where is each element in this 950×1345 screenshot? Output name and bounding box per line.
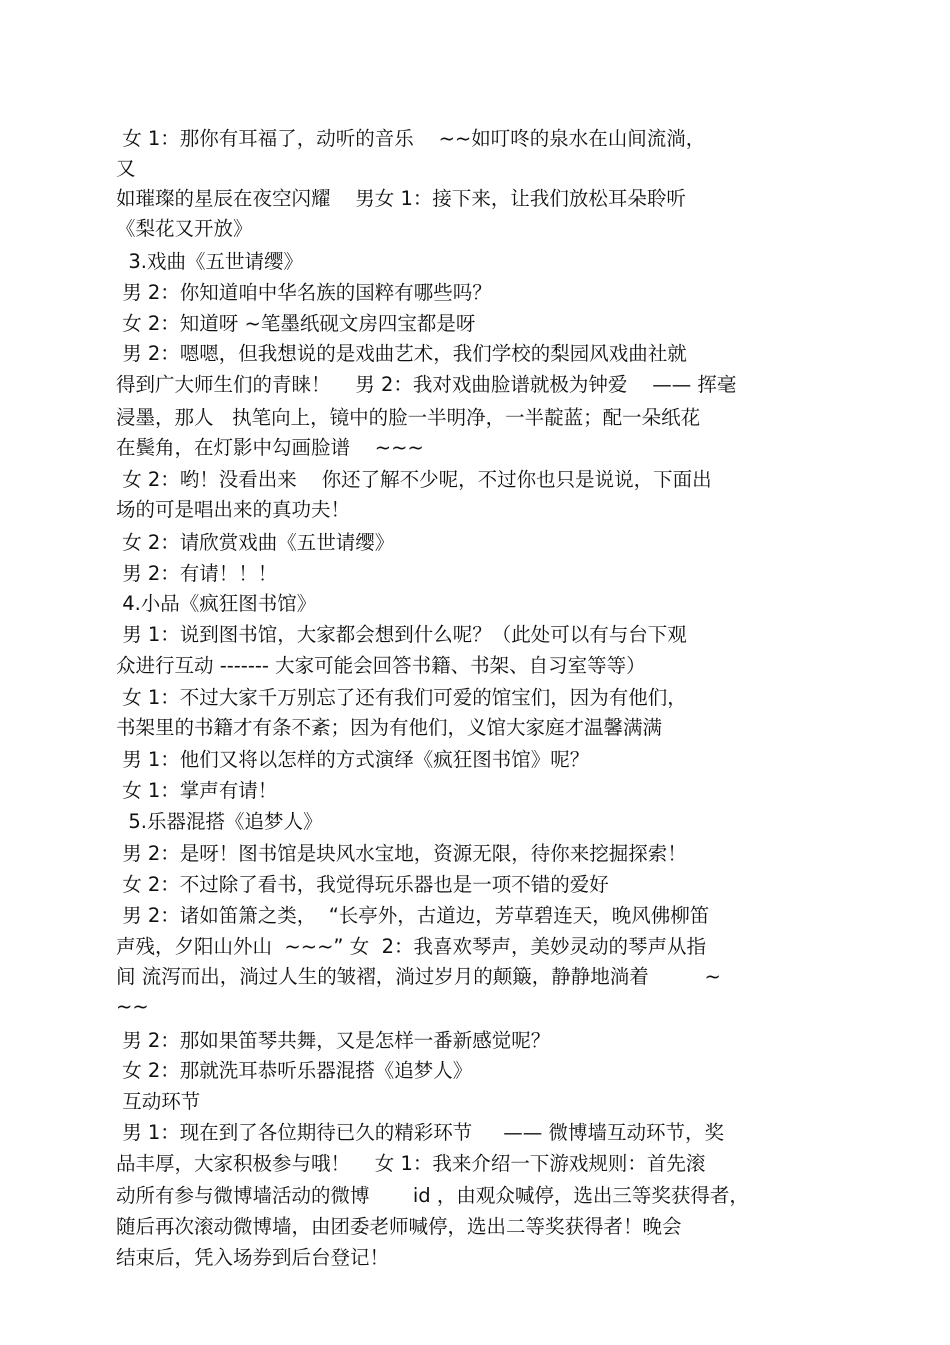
text-line: 场的可是唱出来的真功夫！ (116, 498, 351, 521)
text-line: 男 2：是呀！图书馆是块风水宝地，资源无限，待你来挖掘探索！ (116, 842, 687, 865)
text-line: 间 流泻而出，淌过人生的皱褶，淌过岁月的颠簸，静静地淌着 ~ (116, 965, 721, 988)
text-line: 浸墨，那人 执笔向上，镜中的脸一半明净，一半靛蓝；配一朵纸花 (116, 406, 701, 429)
text-line: 女 2：知道呀 ~笔墨纸砚文房四宝都是呀 (116, 312, 476, 335)
text-line: 书架里的书籍才有条不紊；因为有他们，义馆大家庭才温馨满满 (116, 716, 663, 739)
section-heading: 5.乐器混搭《追梦人》 (116, 810, 323, 833)
text-line: 在鬓角，在灯影中勾画脸谱 ~~~ (116, 436, 424, 459)
text-line: 如璀璨的星辰在夜空闪耀 男女 1：接下来，让我们放松耳朵聆听 (116, 187, 686, 210)
text-line: 女 2：请欣赏戏曲《五世请缨》 (116, 531, 395, 554)
section-heading: 4.小品《疯狂图书馆》 (116, 592, 317, 615)
text-line: 又 (116, 157, 136, 180)
text-line: 结束后，凭入场券到后台登记！ (116, 1246, 390, 1269)
text-line: 《梨花又开放》 (116, 217, 253, 240)
section-heading: 互动环节 (116, 1090, 201, 1113)
text-line: 得到广大师生们的青睐！ 男 2：我对戏曲脸谱就极为钟爱 —— 挥毫 (116, 373, 737, 396)
text-line: 男 1：说到图书馆，大家都会想到什么呢？（此处可以有与台下观 (116, 623, 687, 646)
text-line: 男 1：他们又将以怎样的方式演绎《疯狂图书馆》呢？ (116, 748, 590, 771)
text-line: 众进行互动 ------- 大家可能会回答书籍、书架、自习室等等） (116, 654, 646, 677)
text-line: 品丰厚，大家积极参与哦！ 女 1：我来介绍一下游戏规则：首先滚 (116, 1152, 706, 1175)
text-line: 男 2：嗯嗯，但我想说的是戏曲艺术，我们学校的梨园风戏曲社就 (116, 342, 687, 365)
text-line: 女 2：那就洗耳恭听乐器混搭《追梦人》 (116, 1059, 473, 1082)
text-line: ~~ (116, 995, 149, 1018)
text-line: 男 2：诸如笛箫之类， “长亭外，古道边，芳草碧连天，晚风佛柳笛 (116, 904, 710, 927)
text-line: 声残，夕阳山外山 ~~~” 女 2：我喜欢琴声，美妙灵动的琴声从指 (116, 935, 707, 958)
text-line: 女 1：那你有耳福了，动听的音乐 ~~如叮咚的泉水在山间流淌， (116, 127, 706, 150)
text-line: 女 1：不过大家千万别忘了还有我们可爱的馆宝们，因为有他们， (116, 686, 687, 709)
text-line: 女 2：不过除了看书，我觉得玩乐器也是一项不错的爱好 (116, 873, 609, 896)
text-line: 男 2：你知道咱中华名族的国粹有哪些吗？ (116, 281, 492, 304)
section-heading: 3.戏曲《五世请缨》 (116, 250, 304, 273)
text-line: 男 2：那如果笛琴共舞，又是怎样一番新感觉呢？ (116, 1029, 551, 1052)
text-line: 动所有参与微博墙活动的微博 id ，由观众喊停，选出三等奖获得者， (116, 1184, 749, 1207)
text-line: 男 2：有请！！！ (116, 562, 278, 585)
text-line: 女 1：掌声有请！ (116, 779, 278, 802)
text-line: 女 2：哟！没看出来 你还了解不少呢，不过你也只是说说，下面出 (116, 468, 712, 491)
text-line: 随后再次滚动微博墙，由团委老师喊停，选出二等奖获得者！晚会 (116, 1215, 682, 1238)
text-line: 男 1：现在到了各位期待已久的精彩环节 —— 微博墙互动环节，奖 (116, 1121, 724, 1144)
